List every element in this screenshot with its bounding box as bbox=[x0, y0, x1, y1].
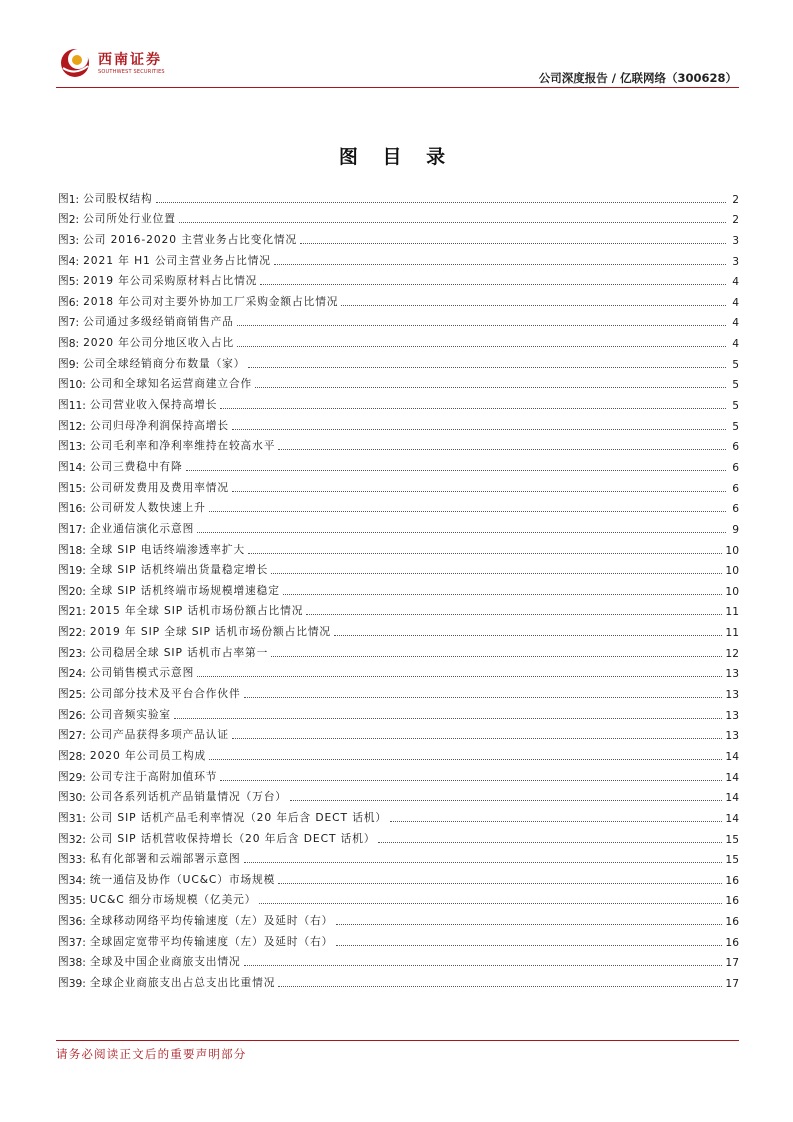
figure-title: 2019 年 SIP 全球 SIP 话机市场份额占比情况 bbox=[89, 625, 331, 639]
dot-leader bbox=[271, 573, 722, 574]
page-number: 10 bbox=[725, 564, 739, 578]
page-number: 17 bbox=[725, 976, 739, 990]
toc-entry[interactable] bbox=[58, 185, 739, 206]
page-number: 13 bbox=[725, 667, 739, 681]
figure-number: 13: bbox=[68, 440, 86, 454]
report-info: 公司深度报告 / 亿联网络（300628） bbox=[538, 71, 737, 85]
dot-leader bbox=[334, 635, 722, 636]
dot-leader bbox=[244, 697, 723, 698]
figure-label: 图 bbox=[58, 790, 69, 804]
toc-entry[interactable] bbox=[58, 825, 739, 846]
figure-label: 图 bbox=[58, 914, 69, 928]
figure-number: 19: bbox=[68, 564, 86, 578]
figure-title: 公司音频实验室 bbox=[89, 707, 172, 721]
page-number: 14 bbox=[725, 811, 739, 825]
toc-entry[interactable] bbox=[58, 598, 739, 619]
figure-label: 图 bbox=[58, 934, 69, 948]
dot-leader bbox=[179, 222, 726, 223]
page-number: 10 bbox=[725, 543, 739, 557]
page-number: 14 bbox=[725, 770, 739, 784]
dot-leader bbox=[278, 986, 722, 987]
figure-label: 图 bbox=[58, 666, 69, 680]
figure-label: 图 bbox=[58, 645, 69, 659]
dot-leader bbox=[237, 346, 726, 347]
figure-number: 28: bbox=[68, 749, 86, 763]
figure-label: 图 bbox=[58, 377, 69, 391]
dot-leader bbox=[237, 325, 726, 326]
page-number: 6 bbox=[732, 440, 739, 454]
page-number: 4 bbox=[732, 295, 739, 309]
toc-entry[interactable] bbox=[58, 206, 739, 227]
toc-entry[interactable] bbox=[58, 969, 739, 990]
dot-leader bbox=[278, 449, 726, 450]
figure-title: 私有化部署和云端部署示意图 bbox=[89, 852, 241, 866]
page-number: 16 bbox=[725, 935, 739, 949]
figure-title: 公司 SIP 话机营收保持增长（20 年后含 DECT 话机） bbox=[89, 831, 376, 845]
figure-label: 图 bbox=[58, 398, 69, 412]
figure-number: 5: bbox=[68, 275, 80, 289]
dot-leader bbox=[209, 511, 726, 512]
page-number: 6 bbox=[732, 460, 739, 474]
figure-number: 11: bbox=[68, 399, 86, 413]
dot-leader bbox=[197, 532, 726, 533]
figure-number: 24: bbox=[68, 667, 86, 681]
toc-entry[interactable] bbox=[58, 329, 739, 350]
page-number: 13 bbox=[725, 708, 739, 722]
dot-leader bbox=[255, 387, 726, 388]
page-title: 图 目 录 bbox=[338, 146, 455, 168]
figure-label: 图 bbox=[58, 975, 69, 989]
figure-title: 全球移动网络平均传输速度（左）及延时（右） bbox=[89, 914, 334, 928]
page-number: 4 bbox=[732, 275, 739, 289]
toc-entry[interactable] bbox=[58, 680, 739, 701]
page-number: 14 bbox=[725, 749, 739, 763]
figure-title: 公司营业收入保持高增长 bbox=[89, 398, 218, 412]
dot-leader bbox=[300, 243, 726, 244]
toc-entry[interactable] bbox=[58, 371, 739, 392]
dot-leader bbox=[220, 408, 726, 409]
dot-leader bbox=[336, 945, 722, 946]
toc-entry[interactable] bbox=[58, 763, 739, 784]
figure-label: 图 bbox=[58, 893, 69, 907]
figure-title: 公司产品获得多项产品认证 bbox=[89, 728, 229, 742]
figure-title: 2019 年公司采购原材料占比情况 bbox=[83, 274, 258, 288]
figure-number: 7: bbox=[68, 316, 80, 330]
dot-leader bbox=[378, 842, 722, 843]
figure-label: 图 bbox=[58, 852, 69, 866]
figure-title: 公司毛利率和净利率维持在较高水平 bbox=[89, 439, 276, 453]
figure-label: 图 bbox=[58, 439, 69, 453]
toc-entry[interactable] bbox=[58, 495, 739, 516]
dot-leader bbox=[248, 367, 726, 368]
figure-index-list bbox=[58, 185, 739, 990]
figure-number: 31: bbox=[68, 811, 86, 825]
toc-entry[interactable] bbox=[58, 247, 739, 268]
figure-number: 37: bbox=[68, 935, 86, 949]
page-number: 4 bbox=[732, 316, 739, 330]
toc-entry[interactable] bbox=[58, 474, 739, 495]
figure-label: 图 bbox=[58, 542, 69, 556]
figure-label: 图 bbox=[58, 191, 69, 205]
dot-leader bbox=[260, 284, 726, 285]
toc-entry[interactable] bbox=[58, 618, 739, 639]
page-number: 5 bbox=[732, 419, 739, 433]
figure-number: 30: bbox=[68, 791, 86, 805]
figure-title: 公司部分技术及平台合作伙伴 bbox=[89, 687, 241, 701]
dot-leader bbox=[244, 862, 723, 863]
figure-label: 图 bbox=[58, 748, 69, 762]
footer-disclaimer: 请务必阅读正文后的重要声明部分 bbox=[56, 1047, 247, 1061]
page-number: 3 bbox=[732, 233, 739, 247]
page-number: 16 bbox=[725, 915, 739, 929]
toc-entry[interactable] bbox=[58, 226, 739, 247]
toc-entry[interactable] bbox=[58, 288, 739, 309]
page-number: 16 bbox=[725, 873, 739, 887]
figure-title: 2020 年公司员工构成 bbox=[89, 748, 207, 762]
figure-label: 图 bbox=[58, 707, 69, 721]
figure-number: 26: bbox=[68, 708, 86, 722]
figure-number: 21: bbox=[68, 605, 86, 619]
toc-entry[interactable] bbox=[58, 350, 739, 371]
figure-number: 14: bbox=[68, 460, 86, 474]
figure-title: 公司和全球知名运营商建立合作 bbox=[89, 377, 253, 391]
dot-leader bbox=[186, 470, 726, 471]
toc-entry[interactable] bbox=[58, 557, 739, 578]
figure-title: 2020 年公司分地区收入占比 bbox=[83, 336, 235, 350]
figure-title: 公司全球经销商分布数量（家） bbox=[83, 356, 246, 370]
figure-title: 公司研发人数快速上升 bbox=[89, 501, 206, 515]
figure-label: 图 bbox=[58, 810, 69, 824]
dot-leader bbox=[156, 202, 726, 203]
figure-title: 企业通信演化示意图 bbox=[89, 521, 195, 535]
footer-divider bbox=[56, 1040, 739, 1041]
figure-label: 图 bbox=[58, 831, 69, 845]
figure-number: 12: bbox=[68, 419, 86, 433]
dot-leader bbox=[274, 264, 726, 265]
dot-leader bbox=[232, 491, 726, 492]
toc-entry[interactable] bbox=[58, 412, 739, 433]
page-number: 4 bbox=[732, 337, 739, 351]
page-number: 9 bbox=[732, 522, 739, 536]
dot-leader bbox=[244, 965, 723, 966]
page-number: 16 bbox=[725, 894, 739, 908]
dot-leader bbox=[209, 759, 722, 760]
page-number: 5 bbox=[732, 378, 739, 392]
figure-title: 全球及中国企业商旅支出情况 bbox=[89, 955, 241, 969]
figure-number: 16: bbox=[68, 502, 86, 516]
toc-entry[interactable] bbox=[58, 701, 739, 722]
figure-number: 23: bbox=[68, 646, 86, 660]
figure-label: 图 bbox=[58, 583, 69, 597]
page-number: 13 bbox=[725, 729, 739, 743]
figure-label: 图 bbox=[58, 294, 69, 308]
figure-label: 图 bbox=[58, 459, 69, 473]
figure-title: 全球 SIP 话机终端市场规模增速稳定 bbox=[89, 583, 280, 597]
figure-title: 公司 2016-2020 主营业务占比变化情况 bbox=[83, 232, 298, 246]
dot-leader bbox=[336, 924, 722, 925]
dot-leader bbox=[232, 738, 722, 739]
figure-number: 20: bbox=[68, 584, 86, 598]
page-number: 6 bbox=[732, 502, 739, 516]
figure-number: 15: bbox=[68, 481, 86, 495]
figure-label: 图 bbox=[58, 501, 69, 515]
figure-title: 公司三费稳中有降 bbox=[89, 459, 183, 473]
page-number: 14 bbox=[725, 791, 739, 805]
toc-entry[interactable] bbox=[58, 515, 739, 536]
figure-title: 全球 SIP 电话终端渗透率扩大 bbox=[89, 542, 246, 556]
page-number: 11 bbox=[725, 605, 739, 619]
figure-label: 图 bbox=[58, 253, 69, 267]
header-divider bbox=[56, 87, 739, 88]
figure-number: 25: bbox=[68, 688, 86, 702]
toc-entry[interactable] bbox=[58, 639, 739, 660]
page-number: 17 bbox=[725, 956, 739, 970]
toc-entry[interactable] bbox=[58, 866, 739, 887]
figure-title: 全球企业商旅支出占总支出比重情况 bbox=[89, 975, 276, 989]
figure-label: 图 bbox=[58, 274, 69, 288]
figure-title: 公司归母净利润保持高增长 bbox=[89, 418, 229, 432]
figure-number: 27: bbox=[68, 729, 86, 743]
toc-entry[interactable] bbox=[58, 887, 739, 908]
figure-label: 图 bbox=[58, 521, 69, 535]
figure-number: 38: bbox=[68, 956, 86, 970]
page-number: 13 bbox=[725, 688, 739, 702]
figure-label: 图 bbox=[58, 480, 69, 494]
figure-label: 图 bbox=[58, 232, 69, 246]
figure-title: 公司销售模式示意图 bbox=[89, 666, 195, 680]
page-number: 2 bbox=[732, 213, 739, 227]
brand-logo bbox=[58, 46, 188, 80]
toc-entry[interactable] bbox=[58, 577, 739, 598]
page-header bbox=[56, 40, 739, 90]
toc-entry[interactable] bbox=[58, 536, 739, 557]
brand-name-en: SOUTHWEST SECURITIES bbox=[98, 69, 165, 75]
dot-leader bbox=[283, 594, 723, 595]
figure-label: 图 bbox=[58, 955, 69, 969]
dot-leader bbox=[174, 718, 722, 719]
figure-number: 9: bbox=[68, 357, 80, 371]
page-number: 10 bbox=[725, 584, 739, 598]
figure-label: 图 bbox=[58, 336, 69, 350]
figure-title: 公司专注于高附加值环节 bbox=[89, 769, 218, 783]
brand-emblem-icon bbox=[58, 46, 92, 80]
dot-leader bbox=[390, 821, 722, 822]
figure-title: 2015 年全球 SIP 话机市场份额占比情况 bbox=[89, 604, 304, 618]
figure-title: 公司所处行业位置 bbox=[83, 212, 176, 226]
figure-number: 39: bbox=[68, 976, 86, 990]
toc-entry[interactable] bbox=[58, 391, 739, 412]
figure-title: 公司 SIP 话机产品毛利率情况（20 年后含 DECT 话机） bbox=[89, 810, 388, 824]
figure-label: 图 bbox=[58, 418, 69, 432]
figure-title: 公司研发费用及费用率情况 bbox=[89, 480, 229, 494]
figure-title: 2018 年公司对主要外协加工厂采购金额占比情况 bbox=[83, 294, 339, 308]
dot-leader bbox=[271, 656, 722, 657]
toc-entry[interactable] bbox=[58, 433, 739, 454]
figure-number: 17: bbox=[68, 522, 86, 536]
toc-entry[interactable] bbox=[58, 928, 739, 949]
figure-title: 公司各系列话机产品销量情况（万台） bbox=[89, 790, 287, 804]
figure-title: 全球 SIP 话机终端出货量稳定增长 bbox=[89, 563, 269, 577]
figure-number: 8: bbox=[68, 337, 80, 351]
page-number: 5 bbox=[732, 399, 739, 413]
figure-number: 1: bbox=[68, 192, 80, 206]
toc-entry[interactable] bbox=[58, 949, 739, 970]
figure-title: 统一通信及协作（UC&C）市场规模 bbox=[89, 872, 276, 886]
page-number: 11 bbox=[725, 626, 739, 640]
figure-label: 图 bbox=[58, 563, 69, 577]
brand-name-cn: 西南证券 bbox=[98, 52, 162, 68]
page-number: 5 bbox=[732, 357, 739, 371]
figure-number: 10: bbox=[68, 378, 86, 392]
figure-title: 公司稳居全球 SIP 话机市占率第一 bbox=[89, 645, 269, 659]
dot-leader bbox=[341, 305, 726, 306]
dot-leader bbox=[278, 883, 722, 884]
figure-number: 6: bbox=[68, 295, 80, 309]
dot-leader bbox=[259, 903, 722, 904]
figure-number: 32: bbox=[68, 832, 86, 846]
figure-label: 图 bbox=[58, 625, 69, 639]
page-number: 15 bbox=[725, 832, 739, 846]
dot-leader bbox=[197, 676, 722, 677]
toc-entry[interactable] bbox=[58, 742, 739, 763]
figure-number: 36: bbox=[68, 915, 86, 929]
figure-number: 3: bbox=[68, 233, 80, 247]
figure-number: 29: bbox=[68, 770, 86, 784]
figure-label: 图 bbox=[58, 769, 69, 783]
figure-number: 35: bbox=[68, 894, 86, 908]
toc-entry[interactable] bbox=[58, 453, 739, 474]
dot-leader bbox=[248, 553, 722, 554]
page-number: 2 bbox=[732, 192, 739, 206]
figure-number: 33: bbox=[68, 853, 86, 867]
figure-number: 22: bbox=[68, 626, 86, 640]
page-number: 6 bbox=[732, 481, 739, 495]
figure-title: 2021 年 H1 公司主营业务占比情况 bbox=[83, 253, 271, 267]
figure-label: 图 bbox=[58, 728, 69, 742]
dot-leader bbox=[232, 429, 726, 430]
figure-label: 图 bbox=[58, 315, 69, 329]
dot-leader bbox=[290, 800, 722, 801]
figure-label: 图 bbox=[58, 604, 69, 618]
figure-label: 图 bbox=[58, 687, 69, 701]
figure-label: 图 bbox=[58, 356, 69, 370]
figure-title: 公司股权结构 bbox=[83, 191, 153, 205]
page-number: 3 bbox=[732, 254, 739, 268]
toc-entry[interactable] bbox=[58, 660, 739, 681]
figure-number: 2: bbox=[68, 213, 80, 227]
figure-title: 全球固定宽带平均传输速度（左）及延时（右） bbox=[89, 934, 334, 948]
dot-leader bbox=[306, 614, 722, 615]
figure-label: 图 bbox=[58, 212, 69, 226]
toc-entry[interactable] bbox=[58, 268, 739, 289]
dot-leader bbox=[220, 780, 722, 781]
toc-entry[interactable] bbox=[58, 309, 739, 330]
figure-number: 34: bbox=[68, 873, 86, 887]
figure-label: 图 bbox=[58, 872, 69, 886]
toc-entry[interactable] bbox=[58, 722, 739, 743]
figure-title: 公司通过多级经销商销售产品 bbox=[83, 315, 234, 329]
toc-entry[interactable] bbox=[58, 804, 739, 825]
figure-number: 18: bbox=[68, 543, 86, 557]
figure-title: UC&C 细分市场规模（亿美元） bbox=[89, 893, 257, 907]
page-number: 12 bbox=[725, 646, 739, 660]
toc-entry[interactable] bbox=[58, 907, 739, 928]
figure-number: 4: bbox=[68, 254, 80, 268]
page-number: 15 bbox=[725, 853, 739, 867]
toc-entry[interactable] bbox=[58, 784, 739, 805]
toc-entry[interactable] bbox=[58, 846, 739, 867]
